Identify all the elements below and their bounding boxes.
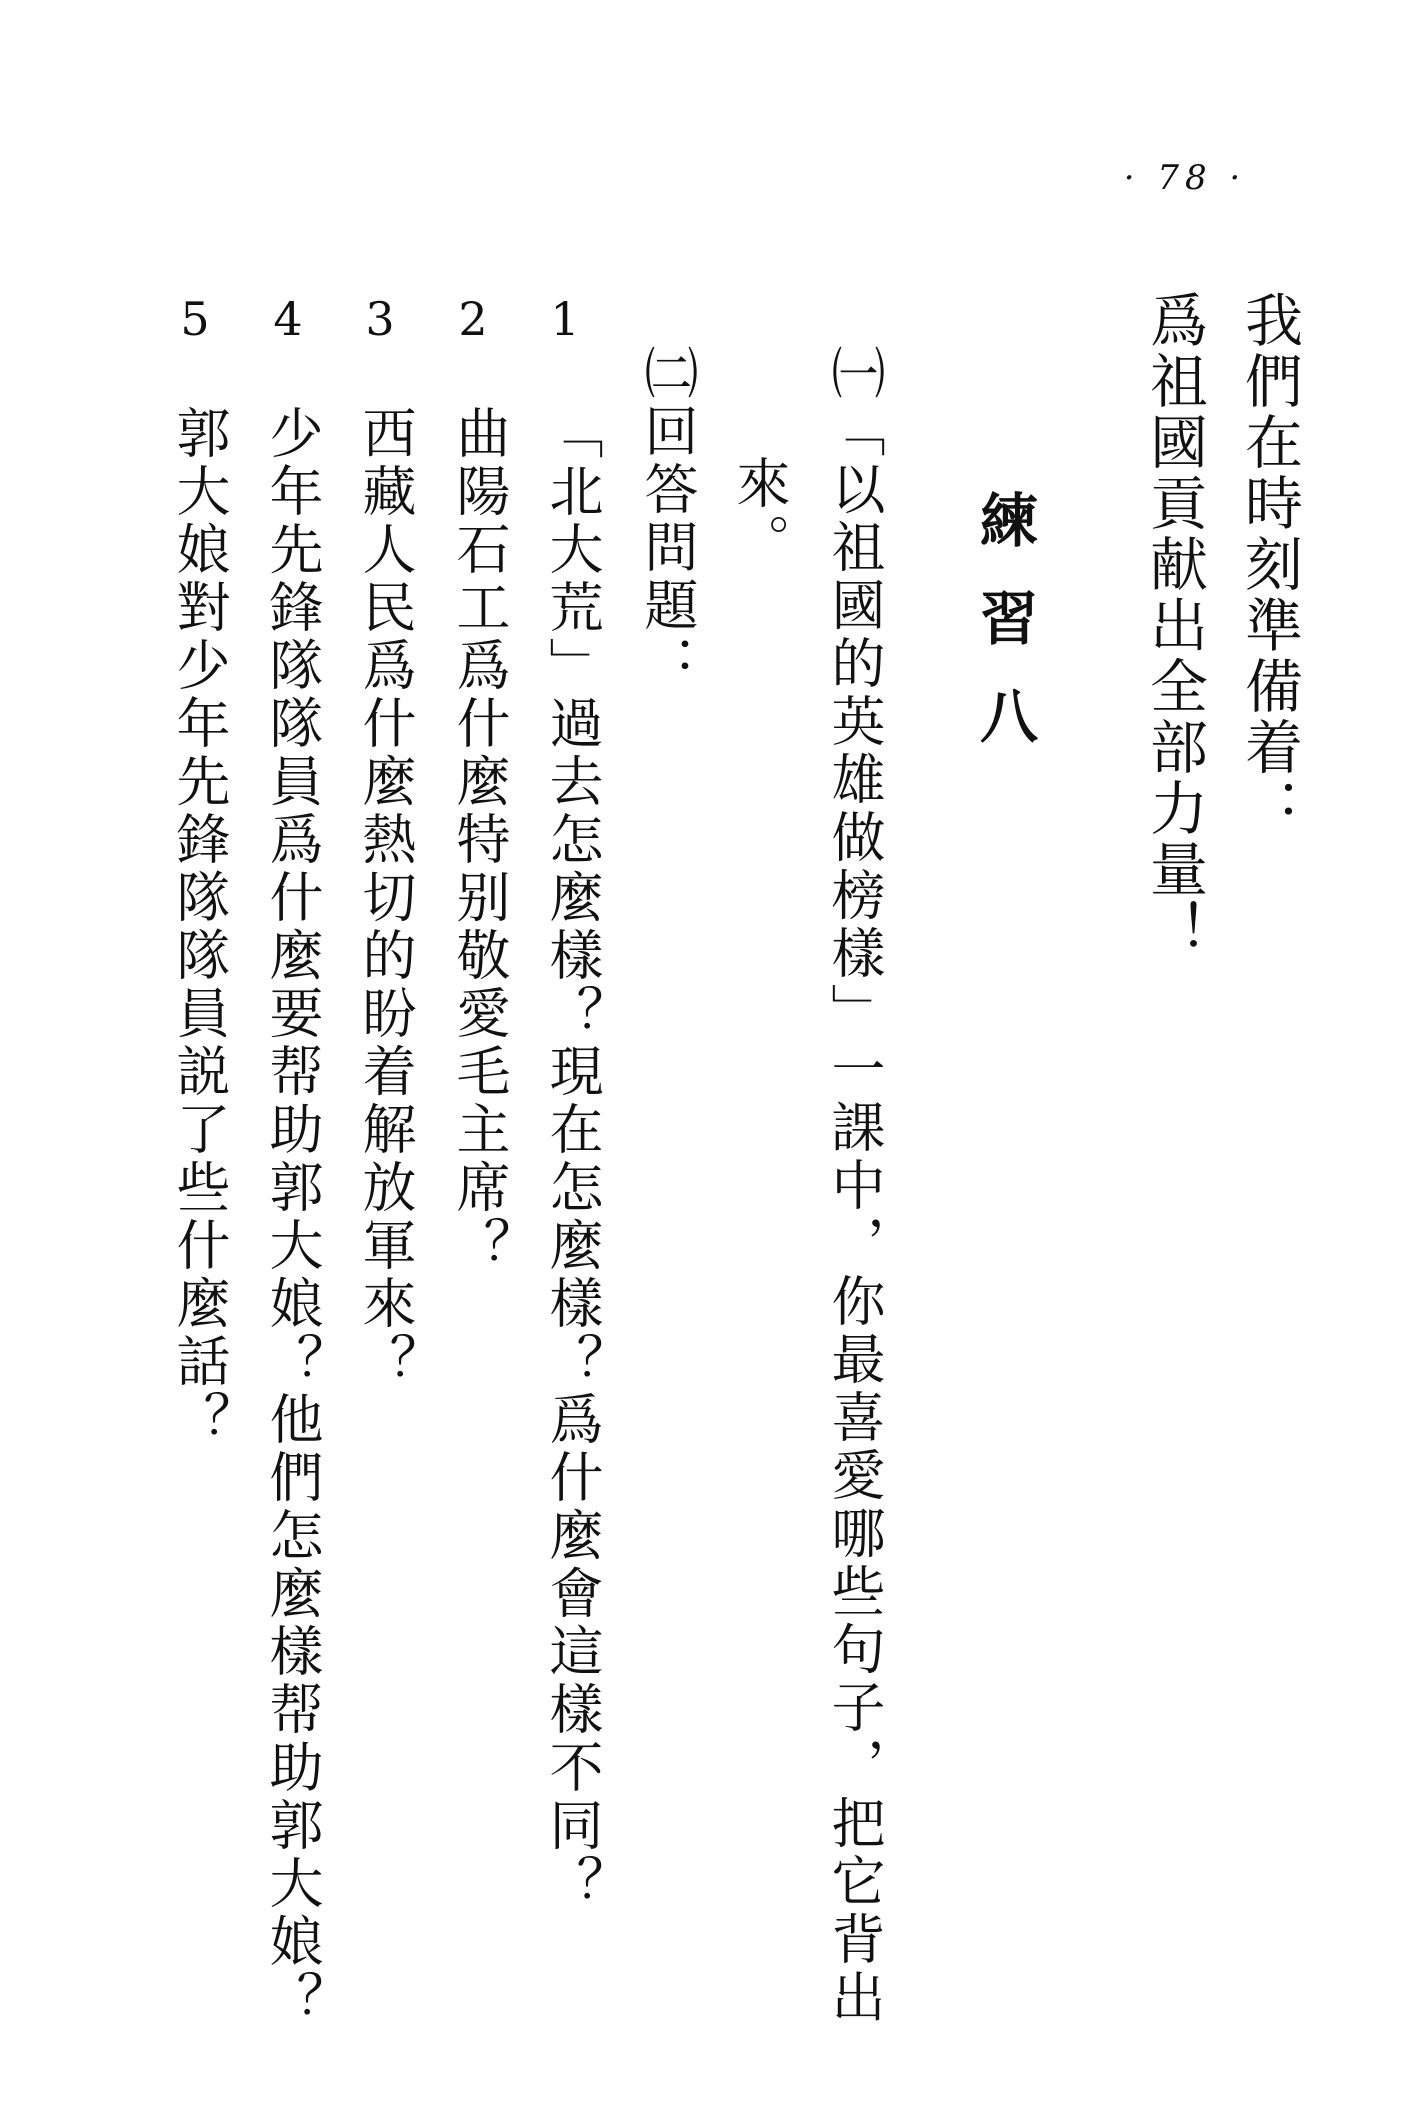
poem-line-2: 爲祖國貢献出全部力量！ [1140, 290, 1208, 961]
question-1-number: 1 [550, 292, 580, 346]
question-4-text: 少年先鋒隊隊員爲什麼要帮助郭大娘？他們怎麼樣帮助郭大娘？ [261, 405, 324, 2029]
question-2-text: 曲陽石工爲什麼特别敬愛毛主席？ [448, 405, 511, 1275]
question-5-text: 郭大娘對少年先鋒隊隊員説了些什麼話？ [168, 405, 231, 1449]
question-2-number: 2 [458, 292, 488, 346]
question-3-number: 3 [365, 292, 395, 346]
exercise-heading: 練習八 [970, 490, 1038, 784]
question-5-number: 5 [180, 292, 210, 346]
question-3-text: 西藏人民爲什麼熱切的盼着解放軍來？ [354, 405, 417, 1391]
section-2-label: ㈡回答問題： [636, 345, 699, 693]
poem-line-1: 我們在時刻準備着： [1235, 290, 1303, 839]
section-1-line-1: ㈠「以祖國的英雄做榜樣」一課中，你最喜愛哪些句子，把它背出 [823, 345, 886, 2027]
section-1-line-2: 來。 [728, 455, 791, 571]
question-4-number: 4 [273, 292, 303, 346]
question-1-text: 「北大荒」過去怎麼樣？現在怎麼樣？爲什麼會這樣不同？ [541, 405, 604, 1913]
page-number: · 78 · [1123, 158, 1247, 198]
